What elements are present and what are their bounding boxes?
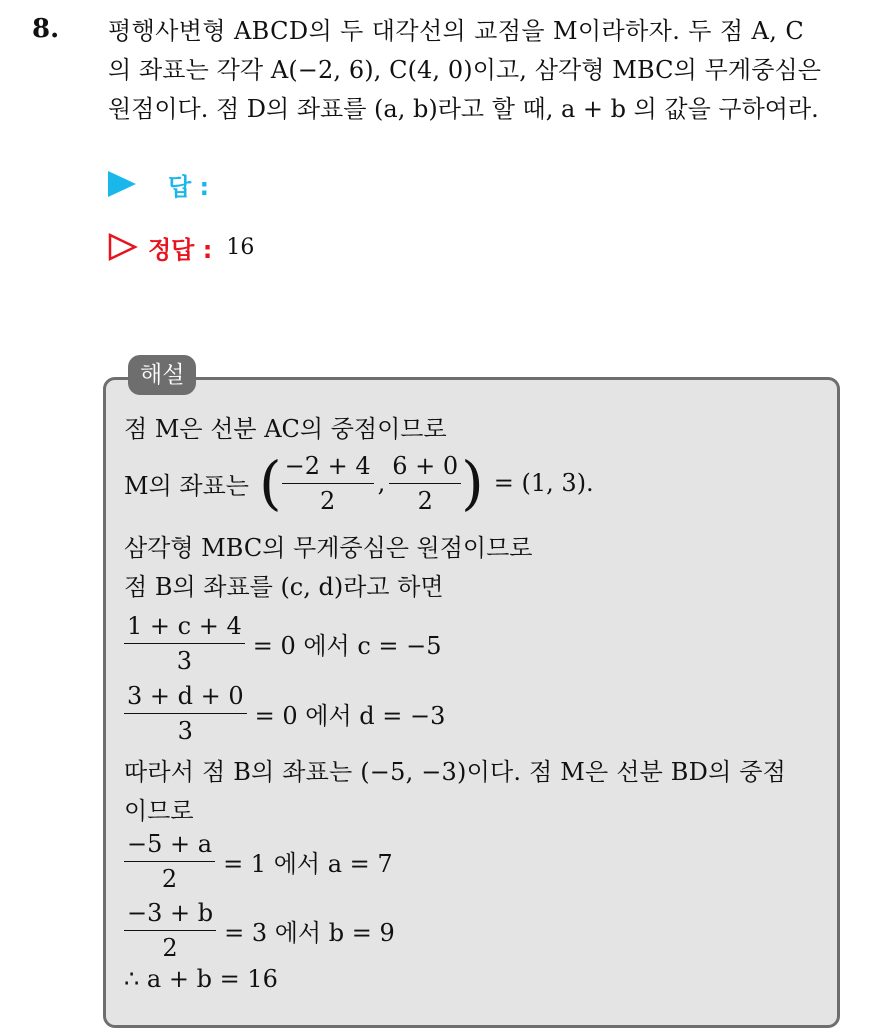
solution-eq-1 [124, 611, 442, 676]
eq4-den: 2 [162, 934, 178, 962]
question-line-1: 평행사변형 ABCD의 두 대각선의 교점을 M이라하자. 두 점 A, C [108, 17, 805, 45]
play-triangle-icon [108, 171, 136, 197]
right-paren: ) [461, 449, 484, 517]
eq1-den: 3 [176, 647, 192, 675]
fraction-x [282, 451, 374, 516]
eq4-num: −3 + b [124, 898, 216, 931]
solution-eq-2 [124, 681, 445, 746]
correct-answer-label: 정답 : [148, 235, 213, 264]
eq2-rest: = 0 에서 d = −3 [254, 702, 446, 730]
fraction-x-den: 2 [319, 486, 336, 515]
correct-answer-row [108, 229, 254, 265]
question-line-2: 의 좌표는 각각 A(−2, 6), C(4, 0)이고, 삼각형 MBC의 무게중심은 [108, 56, 822, 84]
question-number: 8. [32, 14, 60, 44]
correct-answer-value: 16 [226, 234, 255, 260]
eq1-rest: = 0 에서 c = −5 [252, 632, 442, 660]
solution-line-3: 삼각형 MBC의 무게중심은 원점이므로 [124, 534, 533, 562]
solution-line-1: 점 M은 선분 AC의 중점이므로 [124, 415, 447, 443]
left-paren: ( [258, 449, 282, 517]
solution-line-2-prefix: M의 좌표는 [124, 471, 249, 500]
solution-line-4: 점 B의 좌표를 (c, d)라고 하면 [124, 573, 444, 601]
answer-label: 답 : [168, 172, 210, 201]
eq3-num: −5 + a [124, 829, 215, 862]
question-text [108, 12, 864, 129]
solution-line-5: 따라서 점 B의 좌표는 (−5, −3)이다. 점 M은 선분 BD의 중점 [124, 758, 787, 786]
eq1-fraction [124, 611, 245, 676]
answer-row [108, 166, 209, 202]
solution-eq-4 [124, 898, 395, 963]
solution-tab: 해설 [128, 355, 196, 395]
question-line-3: 원점이다. 점 D의 좌표를 (a, b)라고 할 때, a + b 의 값을 구하여라. [108, 95, 819, 123]
eq4-rest: = 3 에서 b = 9 [224, 919, 395, 947]
solution-line-2 [124, 447, 594, 519]
eq2-fraction [124, 681, 247, 746]
eq4-fraction [124, 898, 216, 963]
eq3-fraction [124, 829, 215, 894]
eq2-den: 3 [177, 717, 193, 745]
outline-triangle-icon [108, 233, 138, 261]
solution-line-6: 이므로 [124, 797, 194, 825]
fraction-y [389, 451, 461, 516]
solution-line-2-result: = (1, 3). [493, 469, 594, 497]
fraction-x-num: −2 + 4 [282, 451, 374, 484]
solution-eq-3 [124, 829, 393, 894]
eq2-num: 3 + d + 0 [124, 681, 247, 714]
fraction-y-den: 2 [417, 486, 433, 515]
solution-conclusion: ∴ a + b = 16 [124, 965, 278, 993]
eq3-rest: = 1 에서 a = 7 [223, 850, 393, 878]
comma: , [377, 469, 386, 497]
eq1-num: 1 + c + 4 [124, 611, 245, 644]
fraction-y-num: 6 + 0 [389, 451, 461, 484]
eq3-den: 2 [161, 865, 178, 893]
